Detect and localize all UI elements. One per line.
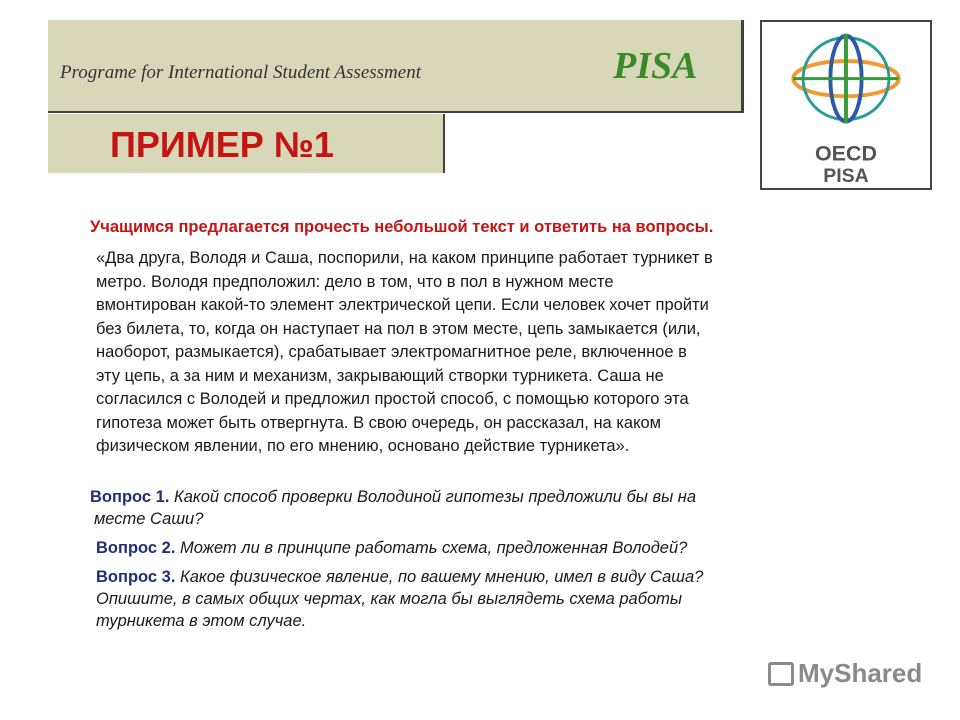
story-line: физическом явлении, по его мнению, основано действие турникета».: [96, 437, 630, 455]
story-line: наоборот, размыкается), срабатывает электромагнитное реле, включенное в: [96, 343, 687, 361]
example-banner: [48, 114, 445, 173]
myshared-icon: [768, 662, 794, 686]
question-3: [96, 566, 703, 632]
logo-line1: OECD: [814, 141, 878, 166]
story-line: согласился с Володей и предложил простой способ, с помощью которого эта: [96, 390, 689, 408]
watermark-text: MyShared: [798, 658, 923, 688]
intro-text: Учащимся предлагается прочесть небольшой текст и ответить на вопросы.: [90, 218, 714, 236]
question-text: Какое физическое явление, по вашему мнению, имел в виду Саша?: [180, 568, 704, 586]
globe-logo-icon: [762, 22, 930, 188]
example-title: ПРИМЕР №1: [110, 124, 334, 165]
question-label: Вопрос 2.: [96, 539, 176, 557]
story-line: «Два друга, Володя и Саша, поспорили, на каком принципе работает турникет в: [96, 249, 713, 267]
header-bar: [48, 20, 744, 113]
oecd-pisa-logo: [760, 20, 932, 190]
question-text: месте Саши?: [94, 510, 204, 528]
story-line: без билета, то, когда он наступает на пол в этом месте, цепь замыкается (или,: [96, 319, 701, 338]
question-2: [96, 537, 687, 559]
question-text: Опишите, в самых общих чертах, как могла бы выглядеть схема работы: [96, 590, 683, 608]
question-text: турникета в этом случае.: [96, 612, 307, 630]
question-label: Вопрос 3.: [96, 568, 176, 586]
question-label: Вопрос 1.: [90, 488, 170, 506]
question-text: Какой способ проверки Володиной гипотезы предложили бы вы на: [174, 488, 697, 506]
story-line: вмонтирован какой-то элемент электрической цепи. Если человек хочет пройти: [96, 296, 709, 314]
logo-line2: PISA: [823, 165, 869, 188]
story-text: [96, 247, 926, 459]
story-line: гипотеза может быть отвергнута. В свою очередь, он рассказал, на каком: [96, 413, 662, 432]
story-line: эту цепь, а за ним и механизм, закрывающий створки турникета. Саша не: [96, 366, 664, 385]
question-1: [90, 486, 696, 530]
question-text: Может ли в принципе работать схема, предложенная Володей?: [180, 539, 688, 557]
header-brand: PISA: [613, 45, 698, 87]
story-line: метро. Володя предположил: дело в том, что в пол в нужном месте: [96, 272, 614, 291]
watermark: [768, 658, 922, 689]
header-subtitle: Programe for International Student Assessment: [60, 62, 421, 83]
